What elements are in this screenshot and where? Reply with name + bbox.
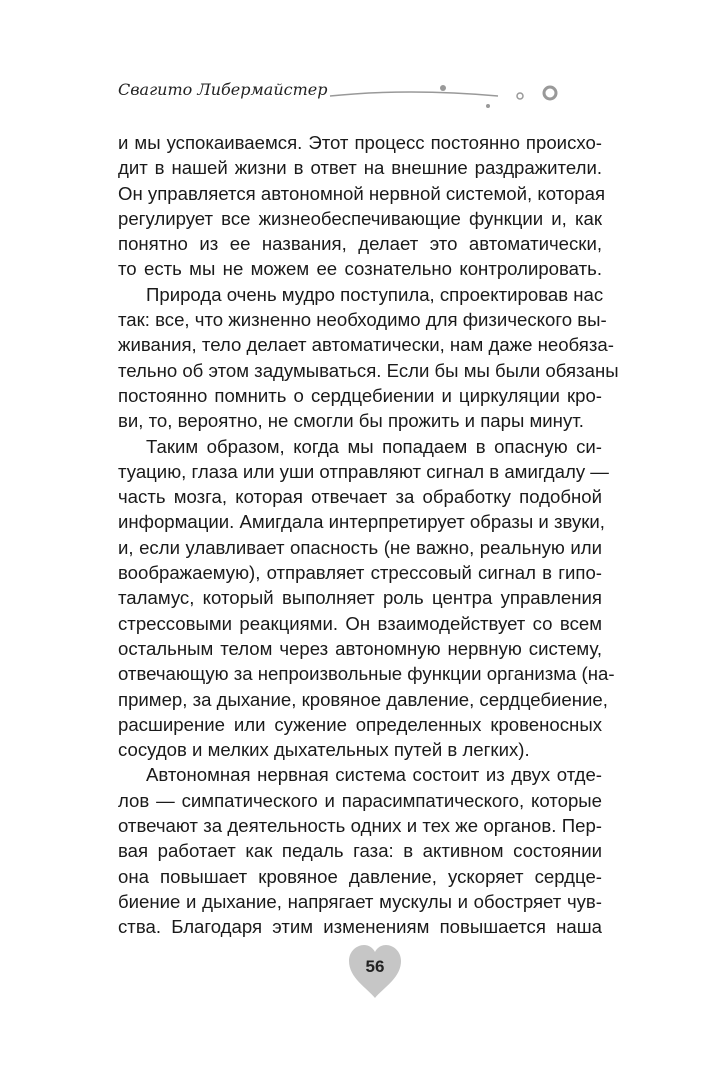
text-line: туацию, глаза или уши отправляют сигнал в амигдалу —	[118, 460, 609, 482]
decorative-line-ornament	[118, 72, 598, 112]
text-line: Таким образом, когда мы попадаем в опасную си-	[146, 435, 602, 457]
text-line: таламус, который выполняет роль центра управления	[118, 587, 602, 609]
text-line: ства. Благодаря этим изменениям повышается наша	[118, 916, 602, 938]
text-line: живания, тело делает автоматически, нам даже необяза-	[118, 334, 614, 356]
text-line: то есть мы не можем ее сознательно контролировать.	[118, 258, 602, 280]
text-line: постоянно помнить о сердцебиении и циркуляции кро-	[118, 384, 602, 406]
text-line: стрессовыми реакциями. Он взаимодействует со всем	[118, 612, 602, 634]
text-line: отвечающую за непроизвольные функции организма (на-	[118, 663, 615, 685]
text-line: тельно об этом задумываться. Если бы мы были обязаны	[118, 359, 619, 381]
text-line: Автономная нервная система состоит из двух отде-	[146, 764, 602, 786]
text-line: лов — симпатического и парасимпатического, которые	[118, 789, 602, 811]
author-name: Свагито Либермайстер	[118, 80, 328, 99]
text-line: пример, за дыхание, кровяное давление, сердцебиение,	[118, 688, 608, 710]
text-line: ви, то, вероятно, не смогли бы прожить и пары минут.	[118, 410, 584, 432]
text-line: сосудов и мелких дыхательных путей в легких).	[118, 739, 530, 761]
page-number-heart	[347, 944, 403, 1000]
text-line: и, если улавливает опасность (не важно, реальную или	[118, 536, 602, 558]
text-line: вая работает как педаль газа: в активном состоянии	[118, 840, 602, 862]
text-line: так: все, что жизненно необходимо для физического вы-	[118, 309, 607, 331]
text-line: расширение или сужение определенных кровеносных	[118, 713, 602, 735]
running-header	[118, 72, 598, 112]
text-line: она повышает кровяное давление, ускоряет сердце-	[118, 865, 602, 887]
text-line: дит в нашей жизни в ответ на внешние раздражители.	[118, 157, 602, 179]
text-line: биение и дыхание, напрягает мускулы и обостряет чув-	[118, 890, 602, 912]
text-line: Природа очень мудро поступила, спроектировав нас	[146, 283, 604, 305]
text-line: регулирует все жизнеобеспечивающие функции и, как	[118, 207, 602, 229]
text-line: часть мозга, которая отвечает за обработку подобной	[118, 486, 602, 508]
text-line: и мы успокаиваемся. Этот процесс постоянно происхо-	[118, 132, 602, 153]
text-line: воображаемую), отправляет стрессовый сигнал в гипо-	[118, 562, 602, 584]
text-line: Он управляется автономной нервной системой, которая	[118, 182, 606, 204]
text-line: информации. Амигдала интерпретирует образы и звуки,	[118, 511, 605, 533]
text-line: остальным телом через автономную нервную систему,	[118, 637, 602, 659]
text-line: понятно из ее названия, делает это автоматически,	[118, 233, 602, 255]
text-line: отвечают за деятельность одних и тех же органов. Пер-	[118, 815, 602, 837]
body-text	[118, 130, 619, 940]
page-number: 56	[365, 957, 385, 976]
